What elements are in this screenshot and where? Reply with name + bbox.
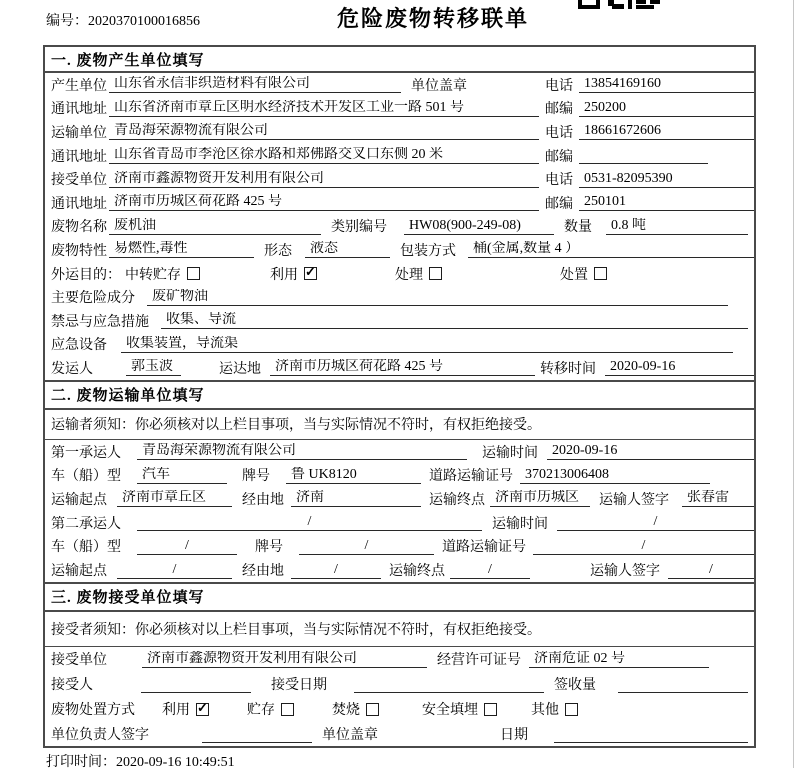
option-label: 安全填埋 [422,703,478,719]
permit-value: / [533,538,754,555]
field-label: 运输单位 [51,125,107,141]
field-label: 接受人 [51,678,93,694]
transport-time-value: 2020-09-16 [547,443,754,460]
field-value: 青岛海荣源物流有限公司 [109,123,539,140]
section2-header: 二. 废物运输单位填写 [45,380,754,410]
row-vehicle1 [45,463,754,487]
option-label: 贮存 [247,703,275,719]
date-label: 日期 [500,728,528,744]
signature-value: / [668,562,754,579]
responsible-signature-value [202,726,312,743]
field-label: 运输起点 [51,492,107,508]
packaging-label: 包装方式 [400,243,456,259]
row-emergency-equipment [45,333,754,357]
field-label: 通讯地址 [51,196,107,212]
destination-value: 济南市历城区荷花路 425 号 [270,359,535,376]
permit-value: 370213006408 [520,467,710,484]
row-transporter-address [45,144,754,168]
receipt-qty-label: 签收量 [554,678,596,694]
zip-label: 邮编 [545,149,573,165]
category-label: 类别编号 [331,220,387,236]
option-label: 其他 [531,703,559,719]
carrier-value: / [137,514,482,531]
destination-label: 运达地 [219,361,261,377]
terminus-value: / [450,562,530,579]
vehicle-type-value: 汽车 [137,467,227,484]
zip-value: 250101 [579,194,754,211]
field-label: 接受单位 [51,653,107,669]
field-value: 山东省青岛市李沧区徐水路和郑佛路交叉口东侧 20 米 [109,147,539,164]
transfer-time-label: 转移时间 [540,361,596,377]
form-value: 液态 [305,241,390,258]
plate-value: 鲁 UK8120 [286,467,421,484]
row-accept-unit [45,647,754,672]
qr-code-cropped-icon [578,0,660,9]
row-hazard-component [45,285,754,309]
row-transporter [45,120,754,144]
via-value: 济南 [291,490,421,507]
section3-notice: 接受者须知：你必须核对以上栏目事项，当与实际情况不符时，有权拒绝接受。 [45,612,754,647]
acceptor-value [141,676,251,693]
accept-date-label: 接受日期 [271,678,327,694]
option-store [247,699,294,719]
row-waste-name [45,215,754,239]
via-value: / [291,562,381,579]
license-value: 济南危证 02 号 [529,651,709,668]
seal-label: 单位盖章 [411,78,467,94]
seal-label: 单位盖章 [322,728,378,744]
checkbox-icon [429,267,442,280]
row-carrier1 [45,440,754,464]
checkbox-checked-icon [196,703,209,716]
field-value: 山东省永信非织造材料有限公司 [109,76,401,93]
terminus-label: 运输终点 [389,564,445,579]
phone-label: 电话 [545,125,573,141]
zip-label: 邮编 [545,196,573,212]
field-label: 第二承运人 [51,516,121,532]
checkbox-icon [565,703,578,716]
row-receiver-address [45,191,754,215]
checkbox-icon [594,267,607,280]
zip-label: 邮编 [545,102,573,118]
field-label: 外运目的： [51,267,121,283]
print-time-value: 2020-09-16 10:49:51 [116,755,235,768]
permit-label: 道路运输证号 [442,540,526,556]
zip-value: 250200 [579,100,754,117]
print-time-label: 打印时间： [46,755,116,768]
dispatcher-value: 郭玉波 [126,359,181,376]
transfer-time-value: 2020-09-16 [605,359,754,376]
field-label: 主要危险成分 [51,291,135,307]
origin-value: / [117,562,232,579]
property-value: 易燃性,毒性 [109,241,254,258]
field-label: 单位负责人签字 [51,728,149,744]
option-transfer-storage [125,264,200,284]
zip-value [579,147,708,164]
field-value: 山东省济南市章丘区明水经济技术开发区工业一路 501 号 [109,100,539,117]
field-label: 车（船）型 [51,540,121,556]
waste-name-value: 废机油 [109,218,321,235]
option-dispose [560,264,607,284]
permit-label: 道路运输证号 [429,469,513,485]
license-label: 经营许可证号 [437,653,521,669]
page-title: 危险废物转移联单 [336,6,529,31]
form-label: 形态 [264,243,292,259]
plate-label: 牌号 [242,469,270,485]
phone-label: 电话 [545,78,573,94]
row-acceptor [45,672,754,697]
row-responsible-signature [45,722,754,747]
row-producer-address [45,97,754,121]
origin-value: 济南市章丘区 [117,490,232,507]
vehicle-type-value: / [137,538,237,555]
field-label: 废物特性 [51,243,107,259]
field-label: 产生单位 [51,78,107,94]
hazard-value: 废矿物油 [147,289,728,306]
checkbox-icon [484,703,497,716]
via-label: 经由地 [242,492,284,508]
transport-time-label: 运输时间 [492,516,548,532]
packaging-value: 桶(金属,数量 4 ） [468,241,754,258]
option-label: 焚烧 [332,703,360,719]
equipment-value: 收集装置，导流渠 [121,336,733,353]
accept-unit-value: 济南市鑫源物资开发利用有限公司 [142,651,427,668]
phone-value: 18661672606 [579,123,754,140]
row-receiver [45,167,754,191]
emergency-value: 收集、导流 [161,312,748,329]
row-transfer-purpose [45,262,754,286]
field-label: 通讯地址 [51,149,107,165]
field-label: 第一承运人 [51,445,121,461]
section3-header: 三. 废物接受单位填写 [45,582,754,612]
field-label: 发运人 [51,361,93,377]
manifest-table [43,45,756,748]
page-right-edge [793,0,794,768]
field-label: 接受单位 [51,173,107,189]
row-route1 [45,487,754,511]
terminus-label: 运输终点 [429,492,485,508]
field-value: 济南市鑫源物资开发利用有限公司 [109,171,539,188]
doc-number-label: 编号： [46,14,88,29]
option-treat [395,264,442,284]
section1-header: 一. 废物产生单位填写 [45,47,754,73]
checkbox-icon [281,703,294,716]
signature-label: 运输人签字 [599,492,669,508]
checkbox-icon [366,703,379,716]
phone-value: 0531-82095390 [579,171,754,188]
via-label: 经由地 [242,564,284,579]
row-producer [45,73,754,97]
row-dispatch [45,356,754,380]
field-label: 禁忌与应急措施 [51,314,149,330]
option-label: 处理 [395,267,423,283]
field-label: 废物名称 [51,220,107,236]
option-utilize [162,699,209,719]
category-value: HW08(900-249-08) [404,218,554,235]
phone-label: 电话 [545,173,573,189]
field-label: 运输起点 [51,564,107,579]
row-disposal-method [45,697,754,722]
quantity-label: 数量 [564,220,592,236]
date-value [554,726,748,743]
option-label: 处置 [560,267,588,283]
field-label: 应急设备 [51,338,107,354]
option-label: 中转贮存 [125,267,181,283]
checkbox-icon [187,267,200,280]
row-emergency-measures [45,309,754,333]
option-other [531,699,578,719]
transport-time-label: 运输时间 [482,445,538,461]
phone-value: 13854169160 [579,76,754,93]
option-utilize [270,264,317,284]
row-vehicle2 [45,534,754,558]
signature-label: 运输人签字 [590,564,660,579]
terminus-value: 济南市历城区 [490,490,590,507]
transport-time-value: / [557,514,754,531]
field-label: 通讯地址 [51,102,107,118]
receipt-qty-value [618,676,748,693]
row-waste-property [45,238,754,262]
row-carrier2 [45,511,754,535]
section2-notice: 运输者须知：你必须核对以上栏目事项，当与实际情况不符时，有权拒绝接受。 [45,410,754,440]
field-value: 济南市历城区荷花路 425 号 [109,194,539,211]
option-label: 利用 [162,703,190,719]
checkbox-checked-icon [304,267,317,280]
field-label: 废物处置方式 [51,703,135,719]
option-incinerate [332,699,379,719]
carrier-value: 青岛海荣源物流有限公司 [137,443,467,460]
doc-number-value: 2020370100016856 [88,14,200,29]
signature-value: 张春雷 [682,490,754,507]
plate-label: 牌号 [255,540,283,556]
field-label: 车（船）型 [51,469,121,485]
plate-value: / [299,538,434,555]
option-landfill [422,699,497,719]
print-time [46,751,235,768]
quantity-value: 0.8 吨 [606,218,748,235]
row-route2 [45,558,754,582]
accept-date-value [354,676,544,693]
option-label: 利用 [270,267,298,283]
